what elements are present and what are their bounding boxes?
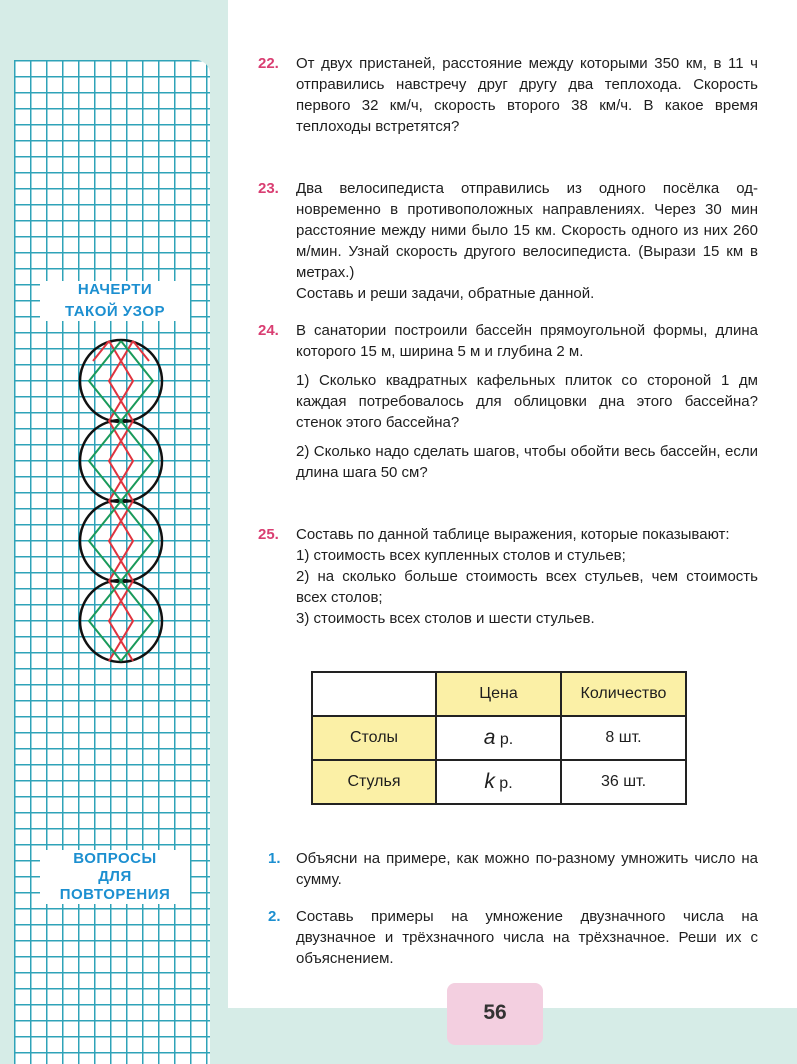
table-header-cell: Цена <box>436 672 561 716</box>
price-variable: k <box>484 770 495 793</box>
pattern-drawing <box>71 333 171 673</box>
price-table <box>311 671 687 805</box>
price-variable: a <box>483 726 496 749</box>
draw-title-line-1: НАЧЕРТИ <box>77 281 153 298</box>
price-unit: р. <box>499 731 514 748</box>
pattern-circle <box>80 580 162 662</box>
task-number: 22. <box>258 55 279 72</box>
table-row <box>312 716 686 760</box>
question-number: 2. <box>268 908 281 925</box>
green-diamonds <box>89 341 153 661</box>
task-text: Два велосипедиста отправились из одного посёлка одновременно в противоположных направлениях. Через 30 мин расстояние между ними было 15 км. Скорость одного из них 260 м/мин. Узнай скорость другого велосипедиста. (Вырази 15 км в метрах.) <box>296 180 758 281</box>
review-question-2 <box>258 906 758 969</box>
review-question-1 <box>258 848 758 890</box>
quantity-cell: 8 шт. <box>561 716 686 760</box>
task-subquestion: 2) на сколько больше стоимость всех стульев, чем стоимость всех столов; <box>296 568 758 606</box>
task-number: 23. <box>258 180 279 197</box>
question-text: Объясни на примере, как можно по-разному умножить число на сумму. <box>296 850 758 888</box>
pattern-circle <box>80 500 162 582</box>
review-title-line-2: ДЛЯ <box>98 868 132 885</box>
task-25 <box>258 524 758 629</box>
task-text: Составь по данной таблице выражения, которые показывают: <box>296 526 730 543</box>
draw-pattern-title <box>40 281 190 321</box>
task-number: 25. <box>258 526 279 543</box>
task-23 <box>258 178 758 304</box>
question-number: 1. <box>268 850 281 867</box>
question-text: Составь примеры на умножение двузначного числа на двузначное и трёхзначного числа на трёхзначное. Реши их с объяснением. <box>296 908 758 967</box>
task-text: От двух пристаней, расстояние между которыми 350 км, в 11 ч отправились навстречу друг другу два теплохода. Скорость первого 32 км/ч, скорость второго 38 км/ч. В какое время теплоходы встретятся? <box>296 55 758 135</box>
task-text: Составь и реши задачи, обратные данной. <box>296 285 595 302</box>
task-22 <box>258 53 758 137</box>
page-number: 56 <box>447 983 543 1045</box>
price-unit: р. <box>499 775 513 792</box>
quantity-cell: 36 шт. <box>561 760 686 804</box>
review-title-line-3: ПОВТОРЕНИЯ <box>59 886 171 903</box>
task-number: 24. <box>258 322 279 339</box>
review-questions-title <box>40 850 190 904</box>
task-subquestion: 2) Сколько надо сделать шагов, чтобы обойти весь бассейн, если длина шага 50 см? <box>296 443 758 481</box>
task-subquestion: 1) стоимость всех купленных столов и стульев; <box>296 547 626 564</box>
table-header-row <box>312 672 686 716</box>
price-cell <box>436 716 561 760</box>
draw-title-line-2: ТАКОЙ УЗОР <box>64 303 166 320</box>
table-header-cell: Количество <box>561 672 686 716</box>
row-label: Стулья <box>312 760 436 804</box>
table-row <box>312 760 686 804</box>
review-title-line-1: ВОПРОСЫ <box>73 850 157 867</box>
task-24 <box>258 320 758 483</box>
left-margin <box>0 0 228 1064</box>
task-subquestion: 3) стоимость всех столов и шести стульев. <box>296 610 595 627</box>
task-text: В санатории построили бассейн прямоугольной формы, длина которого 15 м, ширина 5 м и глубина 2 м. <box>296 322 758 360</box>
price-cell <box>436 760 561 804</box>
table-corner-cell <box>312 672 436 716</box>
pattern-circle <box>80 420 162 502</box>
pattern-circle <box>80 340 162 422</box>
task-subquestion: 1) Сколько квадратных кафельных плиток со стороной 1 дм каждая потребовалось для облицовки дна этого бассейна? стенок этого бассейна? <box>296 372 758 431</box>
row-label: Столы <box>312 716 436 760</box>
